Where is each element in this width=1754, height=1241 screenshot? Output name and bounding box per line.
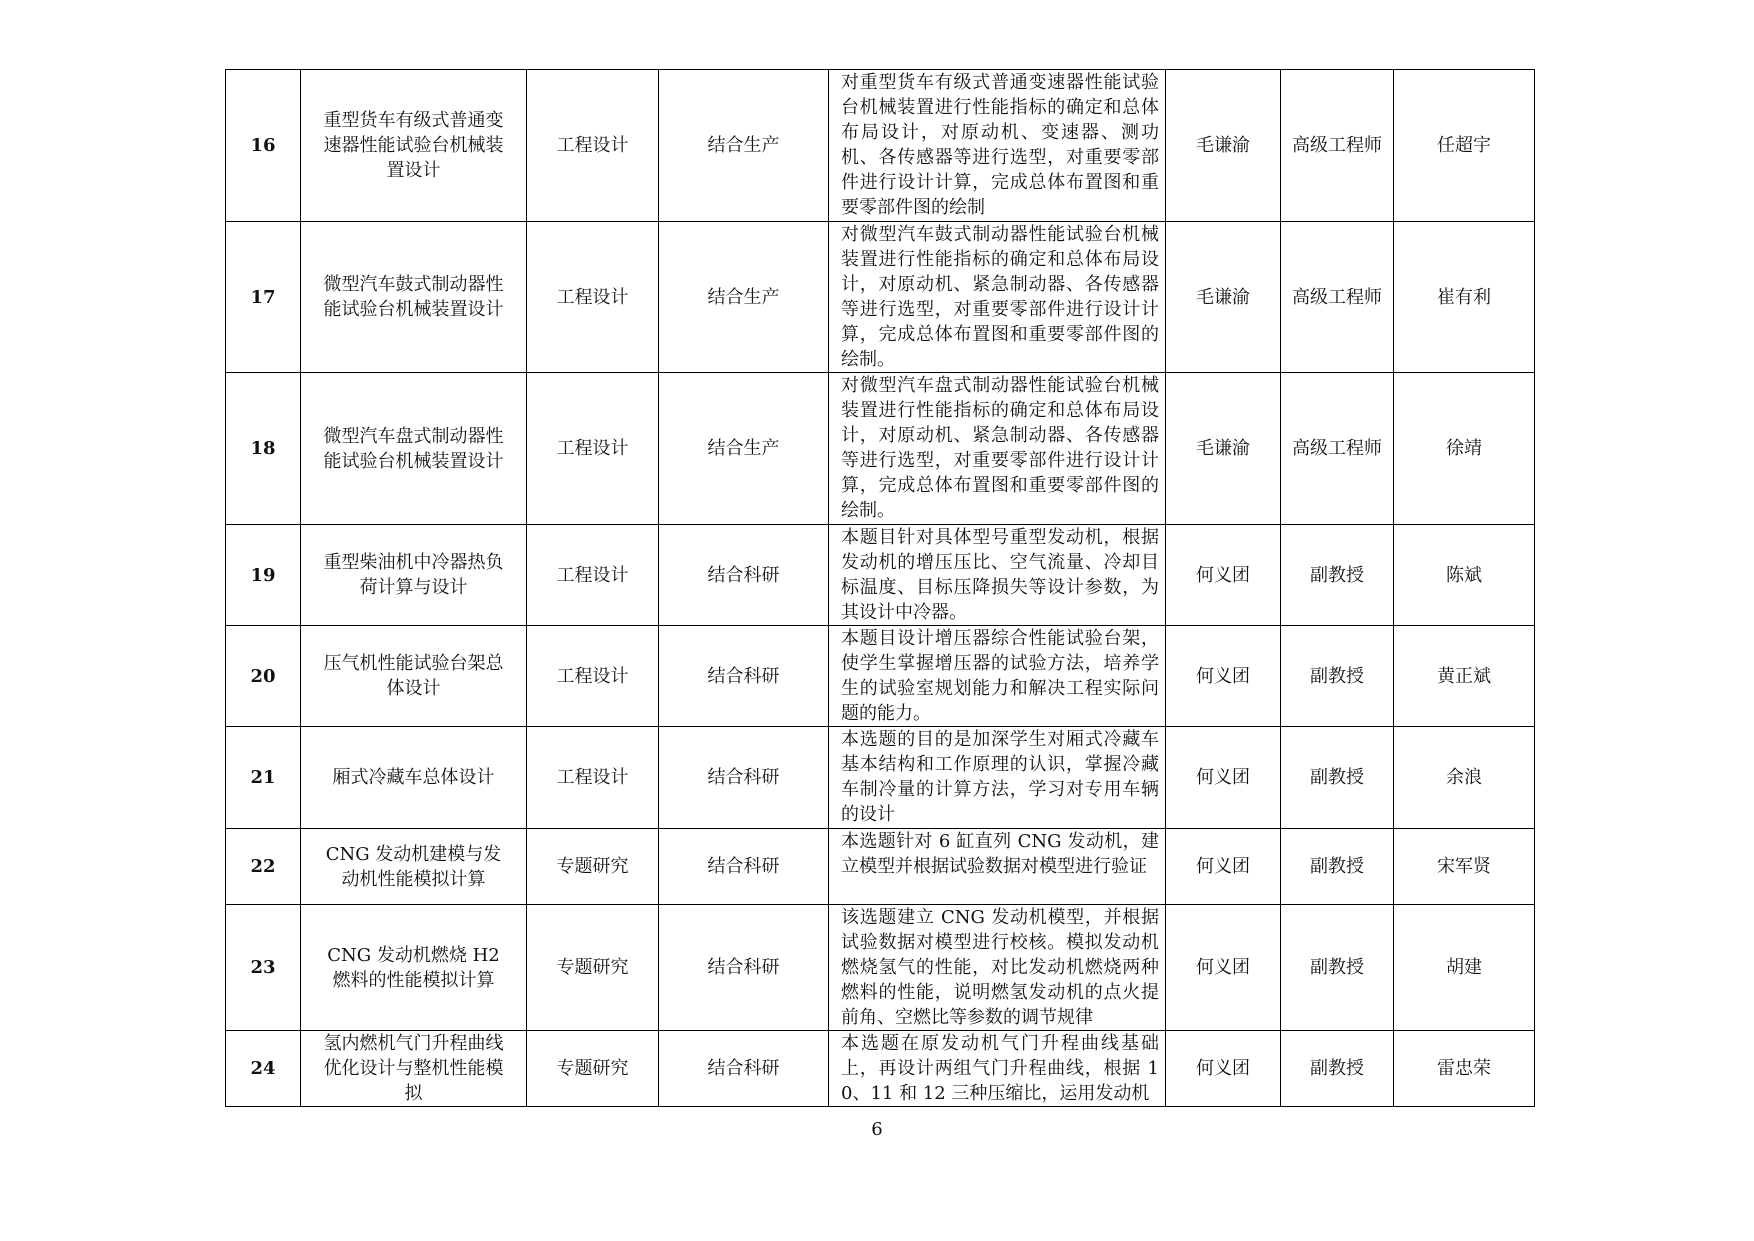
advisor-title: 高级工程师 [1281,222,1394,373]
topic-source: 结合科研 [659,525,829,626]
advisor-name: 毛谦渝 [1166,70,1281,222]
topic-description: 对微型汽车鼓式制动器性能试验台机械装置进行性能指标的确定和总体布局设计，对原动机、紧急制动器、各传感器等进行选型，对重要零部件进行设计计算，完成总体布置图和重要零部件图的绘制。 [829,222,1166,373]
topic-title: 厢式冷藏车总体设计 [301,727,527,829]
student-name: 任超宇 [1394,70,1535,222]
table-row [226,905,1535,1031]
topic-description: 本题目针对具体型号重型发动机，根据发动机的增压压比、空气流量、冷却目标温度、目标压降损失等设计参数，为其设计中冷器。 [829,525,1166,626]
row-number: 17 [226,222,301,373]
page-number: 6 [871,1119,883,1140]
table-row [226,626,1535,727]
topic-title: 重型货车有级式普通变速器性能试验台机械装置设计 [301,70,527,222]
advisor-name: 何义团 [1166,829,1281,905]
table-row [226,525,1535,626]
advisor-name: 毛谦渝 [1166,373,1281,525]
topic-title: 压气机性能试验台架总体设计 [301,626,527,727]
student-name: 胡建 [1394,905,1535,1031]
topic-description: 对微型汽车盘式制动器性能试验台机械装置进行性能指标的确定和总体布局设计，对原动机、紧急制动器、各传感器等进行选型，对重要零部件进行设计计算，完成总体布置图和重要零部件图的绘制。 [829,373,1166,525]
topic-title: CNG 发动机燃烧 H2 燃料的性能模拟计算 [301,905,527,1031]
student-name: 徐靖 [1394,373,1535,525]
topic-description [829,1031,1166,1107]
row-number: 18 [226,373,301,525]
advisor-name: 何义团 [1166,525,1281,626]
row-number: 19 [226,525,301,626]
topic-source: 结合科研 [659,905,829,1031]
student-name: 宋军贤 [1394,829,1535,905]
topic-source: 结合生产 [659,222,829,373]
student-name: 余浪 [1394,727,1535,829]
student-name: 崔有利 [1394,222,1535,373]
advisor-name: 何义团 [1166,626,1281,727]
row-number: 20 [226,626,301,727]
topic-source: 结合科研 [659,727,829,829]
student-name: 黄正斌 [1394,626,1535,727]
advisor-name: 何义团 [1166,905,1281,1031]
topic-type: 专题研究 [527,905,659,1031]
topic-type: 工程设计 [527,727,659,829]
row-number: 23 [226,905,301,1031]
row-number: 22 [226,829,301,905]
topic-source: 结合生产 [659,373,829,525]
topic-type: 工程设计 [527,525,659,626]
advisor-title: 副教授 [1281,829,1394,905]
student-name: 陈斌 [1394,525,1535,626]
topic-description: 对重型货车有级式普通变速器性能试验台机械装置进行性能指标的确定和总体布局设计，对原动机、变速器、测功机、各传感器等进行选型，对重要零部件进行设计计算，完成总体布置图和重要零部件图的绘制 [829,70,1166,222]
row-number: 21 [226,727,301,829]
topic-title: CNG 发动机建模与发动机性能模拟计算 [301,829,527,905]
table-row [226,1031,1535,1107]
topic-title: 重型柴油机中冷器热负荷计算与设计 [301,525,527,626]
topic-type: 工程设计 [527,222,659,373]
advisor-title: 副教授 [1281,525,1394,626]
table-row [226,727,1535,829]
topic-type: 专题研究 [527,829,659,905]
topic-title: 微型汽车鼓式制动器性能试验台机械装置设计 [301,222,527,373]
advisor-title: 副教授 [1281,727,1394,829]
topic-source: 结合科研 [659,829,829,905]
topic-type: 工程设计 [527,626,659,727]
topic-title: 微型汽车盘式制动器性能试验台机械装置设计 [301,373,527,525]
advisor-name: 何义团 [1166,1031,1281,1107]
topic-description: 本题目设计增压器综合性能试验台架，使学生掌握增压器的试验方法，培养学生的试验室规划能力和解决工程实际问题的能力。 [829,626,1166,727]
topic-source: 结合生产 [659,70,829,222]
topic-description: 本选题针对 6 缸直列 CNG 发动机，建立模型并根据试验数据对模型进行验证 [829,829,1166,905]
advisor-title: 高级工程师 [1281,70,1394,222]
advisor-title: 副教授 [1281,1031,1394,1107]
topic-description: 本选题的目的是加深学生对厢式冷藏车基本结构和工作原理的认识，掌握冷藏车制冷量的计算方法，学习对专用车辆的设计 [829,727,1166,829]
table-row [226,829,1535,905]
topic-type: 工程设计 [527,373,659,525]
table-row [226,70,1535,222]
advisor-name: 何义团 [1166,727,1281,829]
topic-type: 工程设计 [527,70,659,222]
topic-description: 该选题建立 CNG 发动机模型，并根据试验数据对模型进行校核。模拟发动机燃烧氢气的性能，对比发动机燃烧两种燃料的性能，说明燃氢发动机的点火提前角、空燃比等参数的调节规律 [829,905,1166,1031]
table-row [226,222,1535,373]
student-name: 雷忠荣 [1394,1031,1535,1107]
topic-type: 专题研究 [527,1031,659,1107]
advisor-title: 高级工程师 [1281,373,1394,525]
topics-table [225,69,1535,1107]
row-number: 24 [226,1031,301,1107]
advisor-title: 副教授 [1281,905,1394,1031]
topic-source: 结合科研 [659,626,829,727]
row-number: 16 [226,70,301,222]
description-text: 本选题在原发动机气门升程曲线基础上，再设计两组气门升程曲线，根据 10、11 和 12 三种压缩比，运用发动机 [841,1033,1159,1104]
advisor-title: 副教授 [1281,626,1394,727]
topic-source: 结合科研 [659,1031,829,1107]
table-row [226,373,1535,525]
advisor-name: 毛谦渝 [1166,222,1281,373]
topic-title: 氢内燃机气门升程曲线优化设计与整机性能模拟 [301,1031,527,1107]
